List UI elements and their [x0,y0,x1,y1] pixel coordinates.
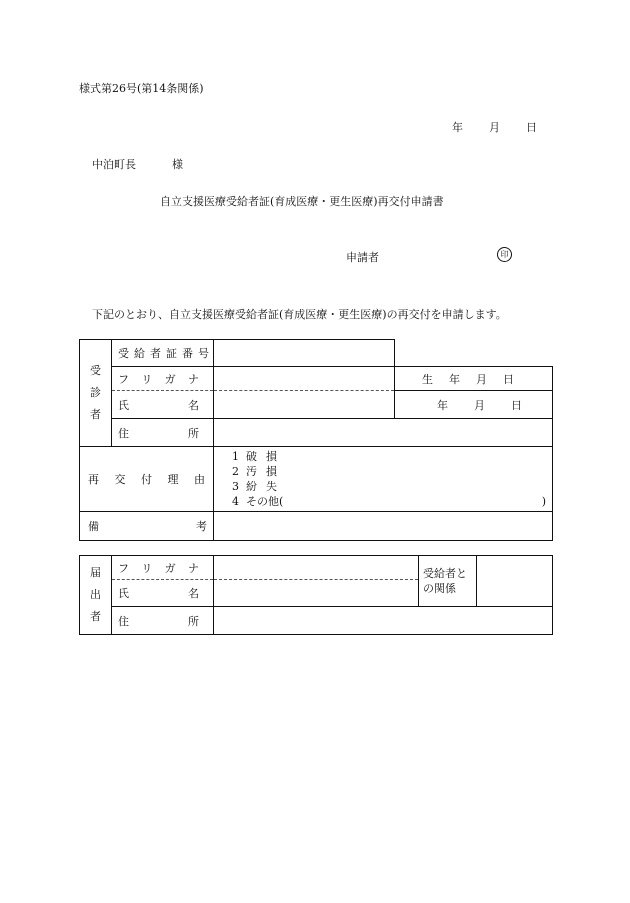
patient-group-label: 受 診 者 [80,340,112,447]
blank-corner [395,340,553,367]
notifier-group-label: 届 出 者 [80,556,112,635]
date-month: 月 [489,121,500,134]
notifier-address-label: 住 所 [112,607,214,635]
date-year: 年 [452,121,463,134]
intro-text: 下記のとおり、自立支援医療受給者証(育成医療・更生医療)の再交付を申請します。 [92,308,507,321]
relation-field[interactable] [477,556,553,607]
certificate-number-field[interactable] [214,340,395,367]
birth-date-field[interactable]: 年 月 日 [395,391,553,419]
relation-label: 受給者との関係 [419,556,477,607]
notifier-name-field[interactable] [214,580,419,607]
patient-table [79,339,553,541]
date-day: 日 [526,121,537,134]
applicant-label: 申請者 [346,251,379,264]
birth-label-cell: 生 年 月 日 [395,367,553,391]
form-number: 様式第26号(第14条関係) [79,82,204,95]
notifier-furigana-label: フ リ ガ ナ [112,556,214,580]
form-title: 自立支援医療受給者証(育成医療・更生医療)再交付申請書 [160,195,444,208]
notifier-address-field[interactable] [214,607,553,635]
addressee-honorific: 様 [172,158,183,171]
certificate-number-label: 受 給 者 証 番 号 [112,340,214,367]
name-label: 氏 名 [112,391,214,419]
address-label: 住 所 [112,419,214,447]
reason-label: 再 交 付 理 由 [80,447,214,512]
remarks-label: 備 考 [80,512,214,541]
addressee [92,156,183,172]
notifier-table [79,555,553,635]
name-field[interactable] [214,391,395,419]
reason-options [214,447,553,512]
furigana-label: フ リ ガ ナ [112,367,214,391]
reason-option-2[interactable]: 2 汚損 [232,465,286,478]
reason-option-1[interactable]: 1 破損 [232,450,286,463]
date-line [452,119,537,135]
reason-option-3[interactable]: 3 紛失 [232,480,286,493]
address-field[interactable] [214,419,553,447]
remarks-field[interactable] [214,512,553,541]
reason-option-4[interactable]: 4 その他( ) [232,495,546,508]
seal-mark: 印 [497,247,512,262]
furigana-field[interactable] [214,367,395,391]
notifier-furigana-field[interactable] [214,556,419,580]
notifier-name-label: 氏 名 [112,580,214,607]
addressee-name: 中泊町長 [92,158,136,171]
